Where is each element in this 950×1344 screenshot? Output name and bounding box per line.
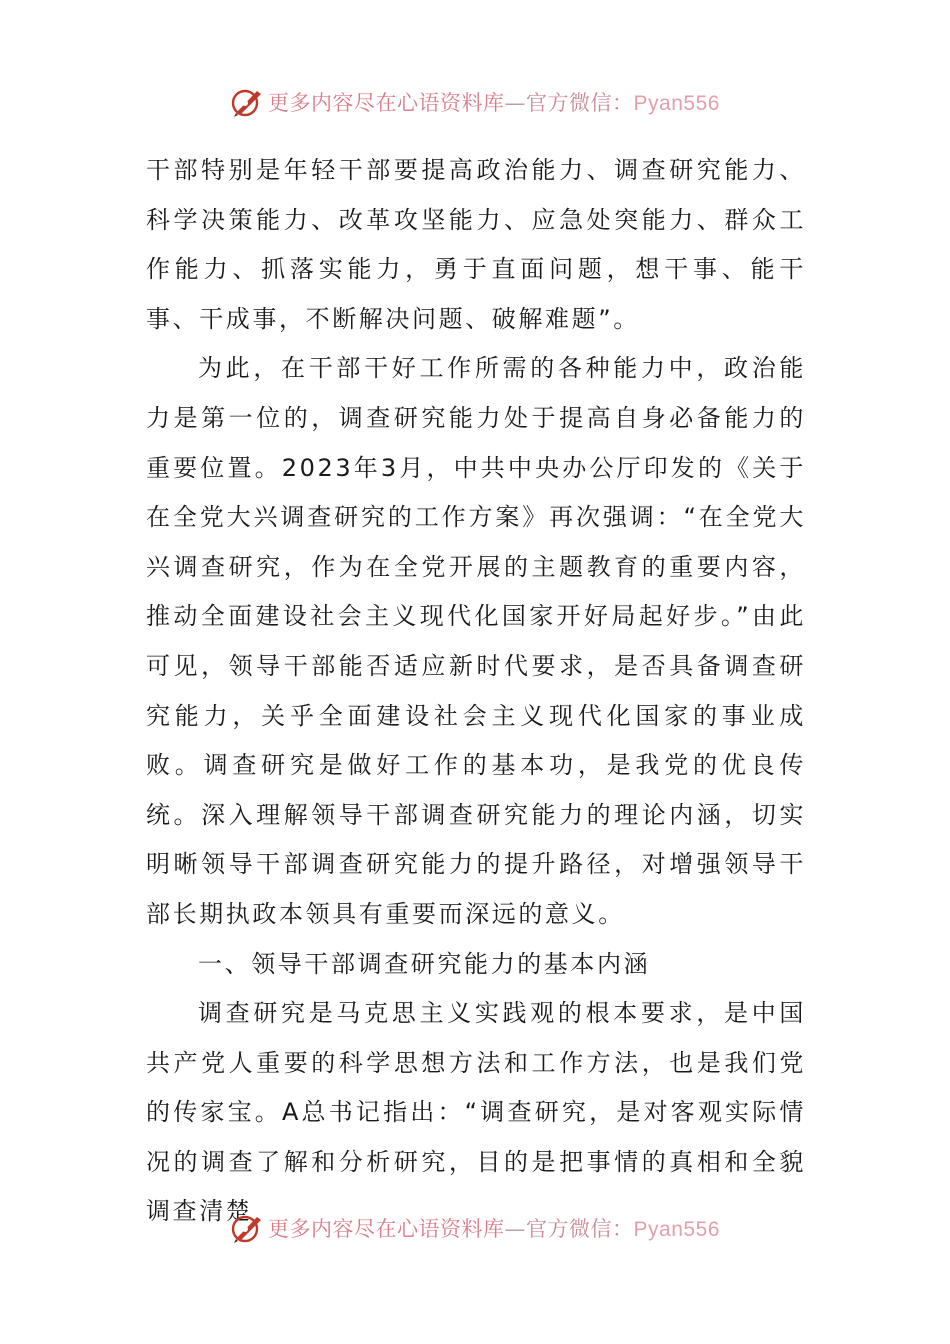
paragraph-3: 调查研究是马克思主义实践观的根本要求，是中国共产党人重要的科学思想方法和工作方法，也是我们党的传家宝。A总书记指出：“调查研究，是对客观实际情况的调查了解和分析研究，目的是把事情的真相和全貌调查清楚 xyxy=(146,999,806,1226)
banner-text xyxy=(268,87,720,117)
section-heading-1: 一、领导干部调查研究能力的基本内涵 xyxy=(198,949,651,978)
header-banner xyxy=(0,82,950,122)
banner-text xyxy=(268,1213,720,1243)
banner-separator: — xyxy=(504,1217,527,1241)
banner-slogan: 更多内容尽在心语资料库 xyxy=(268,1217,505,1241)
banner-separator: — xyxy=(504,91,527,115)
banner-wechat-id: Pyan556 xyxy=(633,1218,720,1241)
banner-wechat-label: 官方微信： xyxy=(526,1217,634,1241)
paragraph-1: 干部特别是年轻干部要提高政治能力、调查研究能力、科学决策能力、改革攻坚能力、应急处突能力、群众工作能力、抓落实能力，勇于直面问题，想干事、能干事、干成事，不断解决问题、破解难题”。 xyxy=(146,156,806,333)
banner-slogan: 更多内容尽在心语资料库 xyxy=(268,91,505,115)
banner-wechat-label: 官方微信： xyxy=(526,91,634,115)
paragraph-2: 为此，在干部干好工作所需的各种能力中，政治能力是第一位的，调查研究能力处于提高自身必备能力的重要位置。2023年3月，中共中央办公厅印发的《关于在全党大兴调查研究的工作方案》再次强调：“在全党大兴调查研究，作为在全党开展的主题教育的重要内容，推动全面建设社会主义现代化国家开好局起好步。”由此可见，领导干部能否适应新时代要求，是否具备调查研究能力，关乎全面建设社会主义现代化国家的事业成败。调查研究是做好工作的基本功，是我党的优良传统。深入理解领导干部调查研究能力的理论内涵，切实明晰领导干部调查研究能力的提升路径，对增强领导干部长期执政本领具有重要而深远的意义。 xyxy=(146,354,806,928)
pen-circle-logo-icon xyxy=(230,85,264,119)
document-body xyxy=(146,146,806,1237)
footer-banner xyxy=(0,1208,950,1248)
banner-wechat-id: Pyan556 xyxy=(633,92,720,115)
pen-circle-logo-icon xyxy=(230,1211,264,1245)
